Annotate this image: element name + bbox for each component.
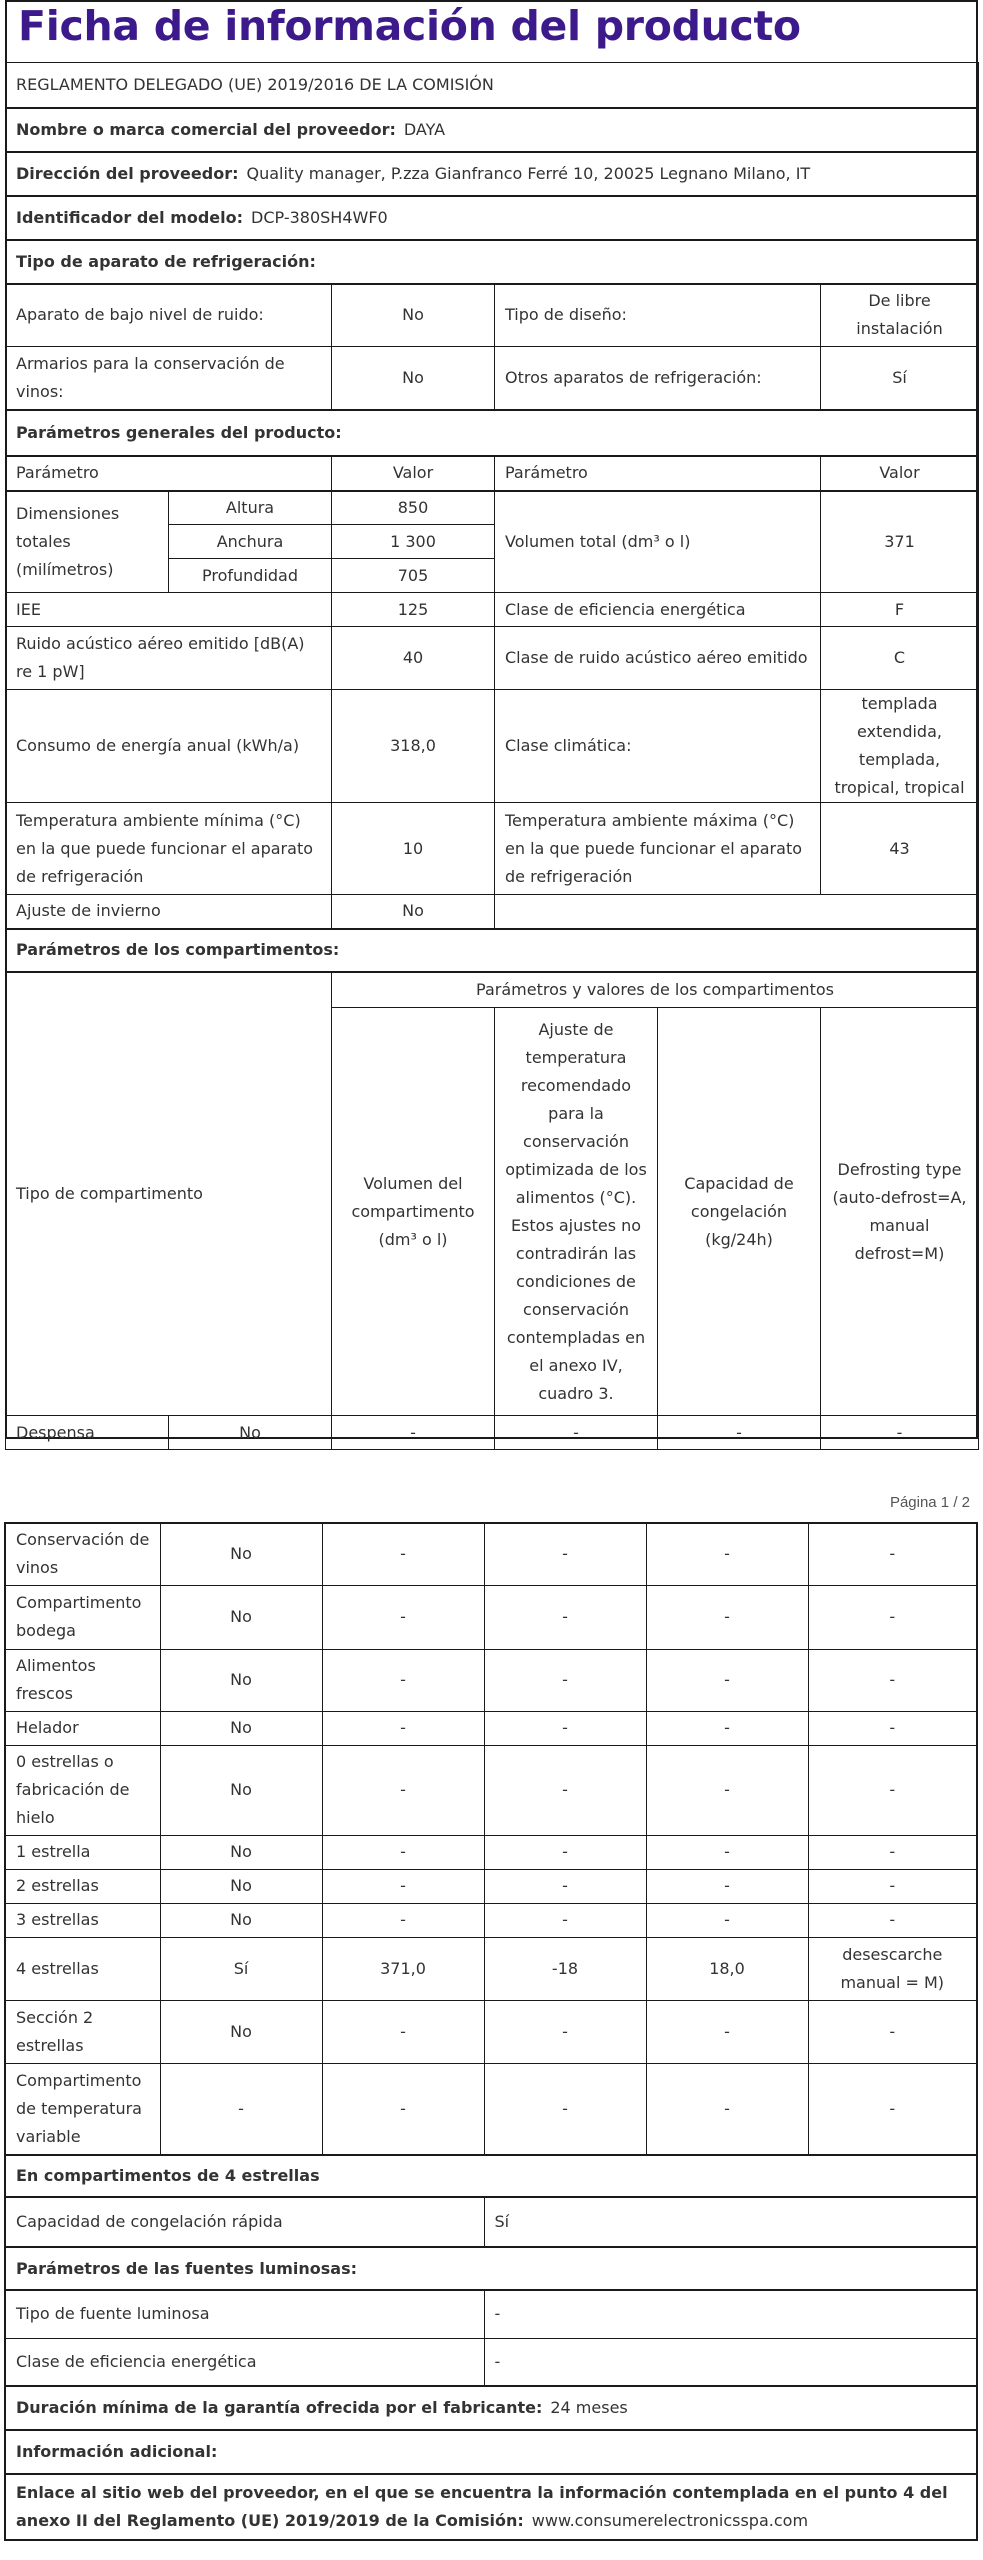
col-freezing-header: Capacidad de congelación (kg/24h) xyxy=(658,1008,821,1416)
four-star-heading-row xyxy=(5,2155,977,2197)
light-class-label: Clase de eficiencia energética xyxy=(5,2338,484,2386)
compartment-present: No xyxy=(160,1523,322,1585)
compartment-volume: - xyxy=(322,1745,484,1835)
compartment-defrost: - xyxy=(808,1523,977,1585)
energy-class-value: F xyxy=(821,593,979,627)
compartment-group-row xyxy=(6,972,979,1008)
supplier-link-label: Enlace al sitio web del proveedor, en el que se encuentra la información contemplada en el punto 4 del anexo II del Reglamento (UE) 2019/2019 de la Comisión: xyxy=(16,2483,948,2530)
light-type-value: - xyxy=(484,2290,977,2338)
four-star-heading: En compartimentos de 4 estrellas xyxy=(5,2155,977,2197)
compartment-freezing: - xyxy=(646,1835,808,1869)
width-label: Anchura xyxy=(169,525,332,559)
compartment-defrost: - xyxy=(808,1835,977,1869)
compartment-temp: - xyxy=(484,1585,646,1649)
noise-label: Ruido acústico aéreo emitido [dB(A) re 1 pW] xyxy=(6,627,332,690)
min-temp-value: 10 xyxy=(332,803,495,895)
compartment-temp: - xyxy=(484,1745,646,1835)
compartment-row xyxy=(5,1711,977,1745)
light-heading-row xyxy=(5,2247,977,2290)
compartment-present: No xyxy=(160,1585,322,1649)
energy-class-label: Clase de eficiencia energética xyxy=(495,593,821,627)
model-id-row xyxy=(6,196,979,240)
light-type-row xyxy=(5,2290,977,2338)
compartment-freezing: - xyxy=(646,1745,808,1835)
design-type-label: Tipo de diseño: xyxy=(495,284,821,347)
compartment-defrost: - xyxy=(808,1745,977,1835)
warranty-row xyxy=(5,2386,977,2430)
compartment-freezing: - xyxy=(646,2063,808,2155)
compartment-defrost: - xyxy=(808,2063,977,2155)
min-temp-label: Temperatura ambiente mínima (°C) en la que puede funcionar el aparato de refrigeración xyxy=(6,803,332,895)
general-column-header-row xyxy=(6,456,979,491)
compartment-defrost: - xyxy=(808,1869,977,1903)
depth-label: Profundidad xyxy=(169,559,332,593)
col-volume-header: Volumen del compartimento (dm³ o l) xyxy=(332,1008,495,1416)
other-appliances-label: Otros aparatos de refrigeración: xyxy=(495,347,821,410)
supplier-link[interactable]: www.consumerelectronicsspa.com xyxy=(531,2511,809,2530)
compartment-volume: - xyxy=(322,1869,484,1903)
compartment-defrost: - xyxy=(808,1649,977,1711)
noise-class-value: C xyxy=(821,627,979,690)
compartment-defrost: - xyxy=(808,1903,977,1937)
light-params-heading: Parámetros de las fuentes luminosas: xyxy=(5,2247,977,2290)
col-defrost-header: Defrosting type (auto-defrost=A, manual defrost=M) xyxy=(821,1008,979,1416)
max-temp-value: 43 xyxy=(821,803,979,895)
compartment-present: No xyxy=(160,1869,322,1903)
winter-row xyxy=(6,895,979,929)
regulation-row xyxy=(6,63,979,108)
height-value: 850 xyxy=(332,491,495,525)
product-info-table xyxy=(5,62,979,1450)
col-param-header: Parámetro xyxy=(6,456,332,491)
fast-freeze-value: Sí xyxy=(484,2197,977,2247)
compartment-name: 3 estrellas xyxy=(5,1903,160,1937)
supplier-address-value: Quality manager, P.zza Gianfranco Ferré 10, 20025 Legnano Milano, IT xyxy=(246,163,811,183)
iee-value: 125 xyxy=(332,593,495,627)
compartment-volume: - xyxy=(322,1711,484,1745)
wine-cabinet-label: Armarios para la conservación de vinos: xyxy=(6,347,332,410)
warranty-label: Duración mínima de la garantía ofrecida por el fabricante: xyxy=(16,2398,543,2417)
additional-heading-row xyxy=(5,2430,977,2474)
supplier-name-row xyxy=(6,108,979,152)
col-value-header: Valor xyxy=(821,456,979,491)
compartment-temp: - xyxy=(484,2063,646,2155)
compartment-volume: - xyxy=(322,1835,484,1869)
col-temp-header: Ajuste de temperatura recomendado para la conservación optimizada de los alimentos (°C). Estos ajustes no contradirán las condiciones de conservación contempladas en el anexo IV, cuadro 3. xyxy=(495,1008,658,1416)
compartment-present: - xyxy=(160,2063,322,2155)
compartment-temp: - xyxy=(484,1649,646,1711)
compartment-freezing: 18,0 xyxy=(646,1937,808,2000)
model-id-label: Identificador del modelo: xyxy=(16,207,244,227)
noise-row xyxy=(6,627,979,690)
annual-energy-label: Consumo de energía anual (kWh/a) xyxy=(6,690,332,803)
compartment-defrost: - xyxy=(808,1585,977,1649)
compartment-group-header: Parámetros y valores de los compartimentos xyxy=(332,972,979,1008)
compartment-row xyxy=(5,2000,977,2063)
supplier-address-label: Dirección del proveedor: xyxy=(16,163,239,183)
compartment-temp: - xyxy=(484,1903,646,1937)
compartment-defrost: - xyxy=(808,2000,977,2063)
general-params-heading: Parámetros generales del producto: xyxy=(6,410,979,456)
col-value-header: Valor xyxy=(332,456,495,491)
dimensions-label: Dimensiones totales (milímetros) xyxy=(6,491,169,593)
compartment-name: Helador xyxy=(5,1711,160,1745)
additional-info-heading: Información adicional: xyxy=(5,2430,977,2474)
compartment-temp: -18 xyxy=(484,1937,646,2000)
compartment-name: 0 estrellas o fabricación de hielo xyxy=(5,1745,160,1835)
energy-climate-row xyxy=(6,690,979,803)
compartment-present: No xyxy=(160,1835,322,1869)
compartment-volume: - xyxy=(322,1523,484,1585)
compartment-freezing: - xyxy=(646,1523,808,1585)
supplier-name-value: DAYA xyxy=(403,119,446,139)
page2-main-table xyxy=(4,1522,978,2541)
model-id-value: DCP-380SH4WF0 xyxy=(251,207,388,227)
compartment-present: No xyxy=(160,1903,322,1937)
warranty-value: 24 meses xyxy=(550,2398,628,2417)
light-type-label: Tipo de fuente luminosa xyxy=(5,2290,484,2338)
compartment-volume: 371,0 xyxy=(322,1937,484,2000)
design-type-value: De libre instalación xyxy=(821,284,979,347)
compartment-present: No xyxy=(160,1745,322,1835)
compartment-row xyxy=(5,1585,977,1649)
compartment-row xyxy=(5,1649,977,1711)
compartment-name: Conservación de vinos xyxy=(5,1523,160,1585)
compartment-freezing: - xyxy=(658,1416,821,1450)
compartment-freezing: - xyxy=(646,1649,808,1711)
ambient-temp-row xyxy=(6,803,979,895)
empty-cell xyxy=(495,895,979,929)
compartment-temp: - xyxy=(495,1416,658,1450)
winter-label: Ajuste de invierno xyxy=(6,895,332,929)
compartment-row xyxy=(5,1869,977,1903)
winter-value: No xyxy=(332,895,495,929)
general-heading-row xyxy=(6,410,979,456)
width-value: 1 300 xyxy=(332,525,495,559)
page-number: Página 1 / 2 xyxy=(889,1494,970,1511)
fast-freeze-row xyxy=(5,2197,977,2247)
compartment-temp: - xyxy=(484,1835,646,1869)
annual-energy-value: 318,0 xyxy=(332,690,495,803)
compartment-freezing: - xyxy=(646,1585,808,1649)
compartment-name: 1 estrella xyxy=(5,1835,160,1869)
height-label: Altura xyxy=(169,491,332,525)
col-param-header: Parámetro xyxy=(495,456,821,491)
compartment-row xyxy=(5,2063,977,2155)
appliance-type-row xyxy=(6,284,979,347)
compartment-volume: - xyxy=(322,1585,484,1649)
compartment-temp: - xyxy=(484,1869,646,1903)
noise-value: 40 xyxy=(332,627,495,690)
compartment-name: Despensa xyxy=(6,1416,169,1450)
compartment-row xyxy=(5,1937,977,2000)
compartment-name: 2 estrellas xyxy=(5,1869,160,1903)
dimension-row xyxy=(6,491,979,525)
noise-class-label: Clase de ruido acústico aéreo emitido xyxy=(495,627,821,690)
total-volume-value: 371 xyxy=(821,491,979,593)
compartment-volume: - xyxy=(322,2063,484,2155)
compartment-temp: - xyxy=(484,1711,646,1745)
appliance-type-heading-row xyxy=(6,240,979,284)
wine-cabinet-value: No xyxy=(332,347,495,410)
compartment-present: No xyxy=(160,1649,322,1711)
compartment-freezing: - xyxy=(646,2000,808,2063)
other-appliances-value: Sí xyxy=(821,347,979,410)
compartment-row xyxy=(6,1416,979,1450)
compartment-volume: - xyxy=(322,1649,484,1711)
compartment-name: Sección 2 estrellas xyxy=(5,2000,160,2063)
regulation-text: REGLAMENTO DELEGADO (UE) 2019/2016 DE LA COMISIÓN xyxy=(6,63,979,108)
compartment-row xyxy=(5,1745,977,1835)
compartment-temp: - xyxy=(484,1523,646,1585)
total-volume-label: Volumen total (dm³ o l) xyxy=(495,491,821,593)
compartment-present: No xyxy=(169,1416,332,1450)
supplier-name-label: Nombre o marca comercial del proveedor: xyxy=(16,119,396,139)
appliance-type-heading: Tipo de aparato de refrigeración: xyxy=(6,240,979,284)
page-title: Ficha de información del producto xyxy=(18,2,801,50)
compartment-freezing: - xyxy=(646,1903,808,1937)
light-class-row xyxy=(5,2338,977,2386)
compartment-freezing: - xyxy=(646,1869,808,1903)
fast-freeze-label: Capacidad de congelación rápida xyxy=(5,2197,484,2247)
iee-row xyxy=(6,593,979,627)
compartment-present: No xyxy=(160,1711,322,1745)
compartment-name: Alimentos frescos xyxy=(5,1649,160,1711)
compartment-name: Compartimento bodega xyxy=(5,1585,160,1649)
compartment-present: Sí xyxy=(160,1937,322,2000)
compartment-row xyxy=(5,1523,977,1585)
max-temp-label: Temperatura ambiente máxima (°C) en la que puede funcionar el aparato de refrigeración xyxy=(495,803,821,895)
compartment-temp: - xyxy=(484,2000,646,2063)
compartment-type-header: Tipo de compartimento xyxy=(6,972,332,1416)
compartment-defrost: desescarche manual = M) xyxy=(808,1937,977,2000)
light-class-value: - xyxy=(484,2338,977,2386)
supplier-link-row xyxy=(5,2474,977,2540)
compartment-present: No xyxy=(160,2000,322,2063)
compartment-name: 4 estrellas xyxy=(5,1937,160,2000)
compartment-row xyxy=(5,1835,977,1869)
low-noise-value: No xyxy=(332,284,495,347)
climate-class-label: Clase climática: xyxy=(495,690,821,803)
compartment-volume: - xyxy=(322,2000,484,2063)
compartment-row xyxy=(5,1903,977,1937)
low-noise-label: Aparato de bajo nivel de ruido: xyxy=(6,284,332,347)
climate-class-value: templada extendida, templada, tropical, tropical xyxy=(821,690,979,803)
appliance-type-row xyxy=(6,347,979,410)
compartment-defrost: - xyxy=(821,1416,979,1450)
compartments-heading-row xyxy=(6,929,979,972)
compartment-name: Compartimento de temperatura variable xyxy=(5,2063,160,2155)
compartment-volume: - xyxy=(322,1903,484,1937)
depth-value: 705 xyxy=(332,559,495,593)
compartment-volume: - xyxy=(332,1416,495,1450)
iee-label: IEE xyxy=(6,593,332,627)
compartment-defrost: - xyxy=(808,1711,977,1745)
compartment-freezing: - xyxy=(646,1711,808,1745)
supplier-address-row xyxy=(6,152,979,196)
compartments-heading: Parámetros de los compartimentos: xyxy=(6,929,979,972)
